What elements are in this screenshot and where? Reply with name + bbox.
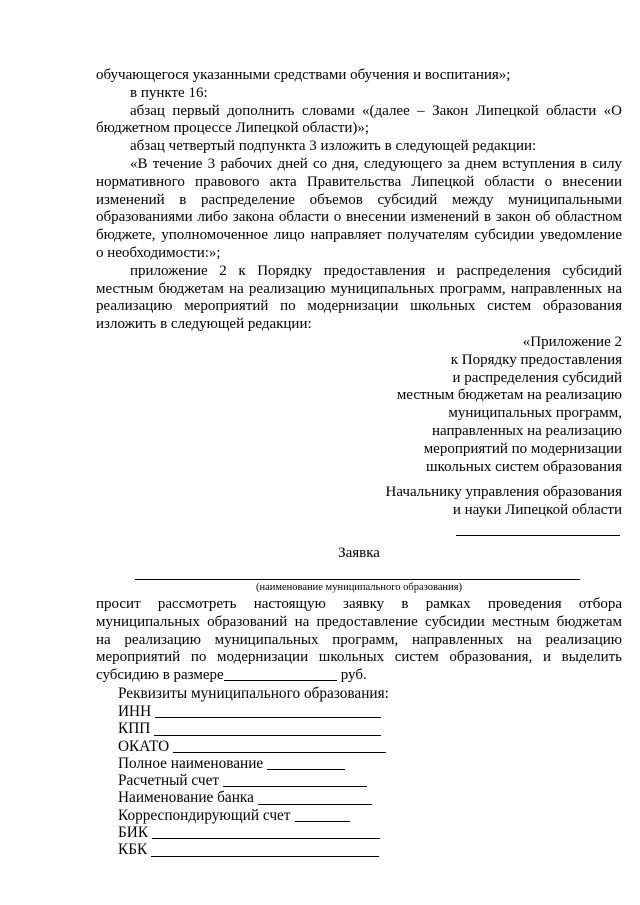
subsidy-amount-unit: руб. [340, 667, 367, 684]
appendix-header-line: муниципальных программ, [448, 405, 622, 422]
text-line: мероприятий по модернизации школьных систем образования, и выделить [96, 649, 622, 666]
text-line: реализацию мероприятий по модернизации школьных систем образования [96, 298, 622, 315]
addressee-name-blank [456, 521, 620, 536]
subsidy-amount-line [96, 667, 622, 685]
requisite-blank [267, 755, 345, 770]
text-line: образованиями либо закона области о внесении изменений в закон об областном [96, 209, 622, 226]
requisite-blank [154, 720, 381, 735]
amendment-quote-paragraph [96, 156, 622, 263]
application-title: Заявка [338, 545, 380, 561]
addressee [96, 484, 622, 520]
requisite-label: ИНН [118, 703, 152, 720]
addressee-line: и науки Липецкой области [452, 501, 622, 518]
amendment-paragraph [96, 85, 622, 103]
amendment-paragraph [96, 103, 622, 139]
requisite-label: ОКАТО [118, 737, 170, 755]
amendment-paragraph [96, 67, 622, 85]
text-line: приложение 2 к Порядку предоставления и распределения субсидий [130, 262, 622, 279]
application-request [96, 596, 622, 703]
appendix-header-line: мероприятий по модернизации [423, 440, 622, 457]
text-line: местным бюджетам на реализацию муниципальных программ, направленных на [96, 280, 622, 297]
requisite-row-kbk [118, 841, 379, 858]
appendix-header-line: направленных на реализацию [431, 422, 622, 439]
municipality-name-blank [135, 564, 580, 580]
requisite-label: БИК [118, 824, 149, 842]
addressee-line: Начальнику управления образования [385, 484, 622, 500]
text-line: в пункте 16: [130, 84, 208, 101]
requisite-label: Расчетный счет [118, 772, 220, 790]
requisite-row-full-name [118, 755, 345, 772]
document-upper-text [96, 67, 622, 476]
text-line: «В течение 3 рабочих дней со дня, следующего за днем вступления в силу [130, 155, 622, 172]
requisite-row-okato [118, 738, 386, 755]
appendix-header [96, 334, 622, 476]
subsidy-amount-blank [224, 668, 337, 681]
appendix-header-line: местным бюджетам на реализацию [396, 387, 622, 404]
text-line: абзац первый дополнить словами «(далее – Закон Липецкой области «О [130, 102, 622, 119]
text-line: о необходимости:»; [96, 244, 221, 261]
requisite-row-bik [118, 824, 380, 841]
text-line: нормативного правового акта Правительства Липецкой области о внесении [96, 173, 622, 190]
appendix-header-line: школьных систем образования [426, 458, 622, 475]
requisite-blank [173, 738, 386, 753]
appendix-header-line: и распределения субсидий [452, 369, 622, 386]
text-line: абзац четвертый подпункта 3 изложить в следующей редакции: [130, 138, 537, 155]
appendix-header-line: «Приложение 2 [522, 333, 622, 350]
requisite-label: Корреспондирующий счет [118, 806, 291, 824]
municipality-name-caption: (наименование муниципального образования) [255, 582, 463, 593]
requisite-blank [295, 807, 351, 822]
requisite-row-inn [118, 703, 381, 720]
requisites-title: Реквизиты муниципального образования: [118, 684, 389, 702]
text-line: изменений в распределение объемов субсидий между муниципальными [96, 191, 622, 208]
requisite-row-bank-name [118, 789, 372, 806]
appendix-header-line: к Порядку предоставления [450, 351, 622, 368]
amendment-paragraph [96, 263, 622, 334]
requisite-label: КПП [118, 720, 151, 738]
text-line: бюджете, уполномоченное лицо направляет получателям субсидии уведомление [96, 227, 622, 244]
amendment-text [96, 67, 622, 334]
requisite-blank [258, 789, 372, 804]
text-line: на реализацию муниципальных программ, направленных на реализацию [96, 631, 622, 648]
subsidy-amount-label: субсидию в размере [96, 667, 224, 684]
requisite-blank [223, 772, 367, 787]
text-line: обучающегося указанными средствами обучения и воспитания»; [96, 67, 511, 83]
text-line: просит рассмотреть настоящую заявку в рамках проведения отбора [96, 596, 622, 612]
requisite-label: Полное наименование [118, 754, 264, 772]
requisite-row-correspondent-account [118, 807, 350, 824]
requisite-label: Наименование банка [118, 789, 254, 807]
text-line: бюджетном процессе Липецкой области)»; [96, 120, 370, 137]
requisite-row-kpp [118, 720, 381, 737]
amendment-paragraph [96, 138, 622, 156]
requisite-blank [151, 841, 379, 856]
text-line: муниципальных образований на предоставление субсидии местным бюджетам [96, 613, 622, 630]
requisite-row-settlement-account [118, 772, 367, 789]
requisite-blank [155, 703, 381, 718]
requisites-list [118, 703, 386, 859]
requisite-blank [152, 824, 380, 839]
text-line: изложить в следующей редакции: [96, 316, 312, 333]
requisite-label: КБК [118, 841, 148, 859]
